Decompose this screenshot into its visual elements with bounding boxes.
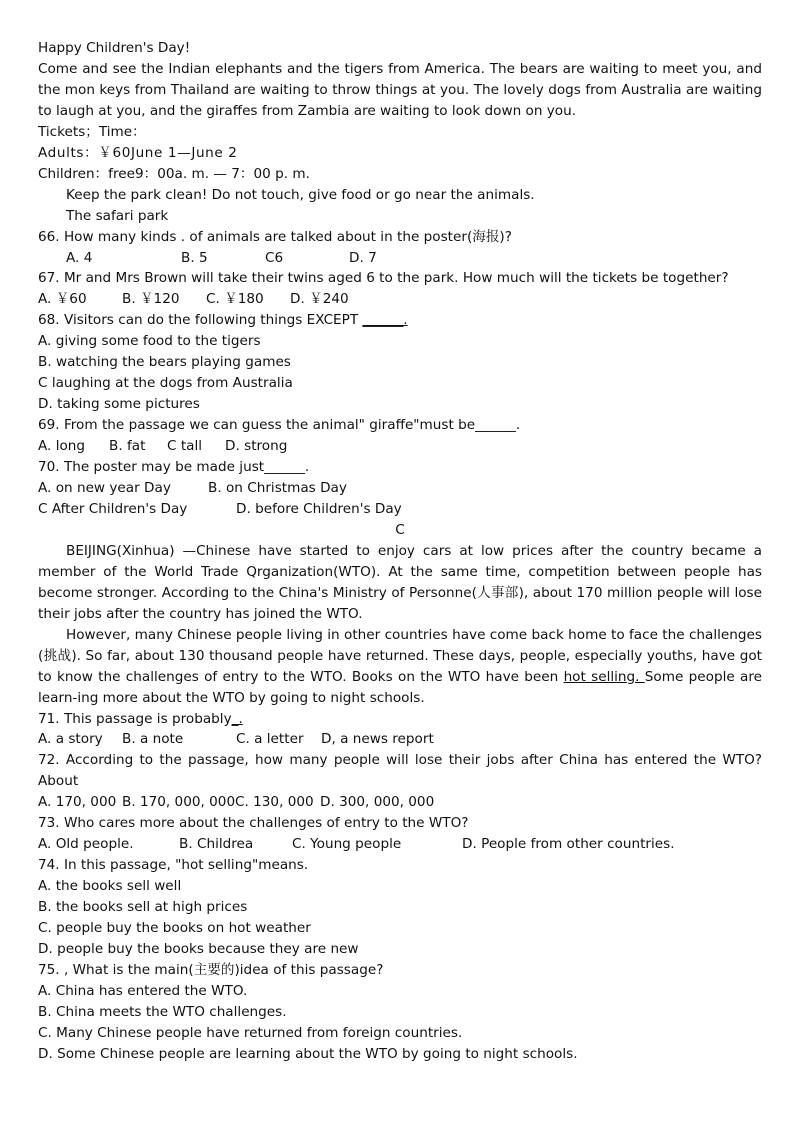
stem-text: 68. Visitors can do the following things EXCEPT [38, 312, 363, 329]
option: C6 [265, 249, 284, 266]
exam-document [38, 38, 762, 1065]
passage-paragraph-2 [38, 625, 762, 709]
option: A. ￥60 [38, 291, 87, 308]
question-69-options [38, 436, 762, 457]
option: B. fat [109, 438, 146, 455]
poster-signature: The safari park [66, 207, 169, 224]
question-74-stem: 74. In this passage, "hot selling"means. [38, 857, 309, 874]
option: C After Children's Day [38, 500, 188, 517]
option: C. a letter [236, 731, 304, 748]
question-73-stem: 73. Who cares more about the challenges of entry to the WTO? [38, 815, 469, 832]
question-72-options [38, 792, 762, 813]
option: B. 5 [181, 249, 208, 266]
option: B. ￥120 [122, 291, 180, 308]
option: B. Childrea [179, 836, 254, 853]
option: A. 4 [66, 249, 93, 266]
question-68-choice: A. giving some food to the tigers [38, 333, 261, 350]
option: D. before Children's Day [236, 500, 402, 517]
question-73-options [38, 834, 762, 855]
question-68-choice: D. taking some pictures [38, 396, 200, 413]
hot-selling-phrase: hot selling. [563, 668, 645, 685]
option: D. People from other countries. [462, 836, 675, 853]
question-66-options [38, 248, 762, 269]
paragraph-text: Some people are learn-ing more about the WTO by going to night schools. [38, 668, 762, 706]
option: A. long [38, 438, 86, 455]
option: D. ￥240 [290, 291, 349, 308]
option: A. Old people. [38, 836, 134, 853]
question-71-options [38, 729, 762, 750]
option: B. 170, 000, 000 [122, 794, 236, 811]
question-68-choice: B. watching the bears playing games [38, 354, 291, 371]
option: C. Young people [292, 836, 402, 853]
section-c-label: C [395, 521, 405, 538]
option: A. a story [38, 731, 103, 748]
question-68-stem [38, 310, 762, 331]
question-74-choice: B. the books sell at high prices [38, 899, 248, 916]
answer-blank: _. [231, 710, 243, 727]
question-74-choice: C. people buy the books on hot weather [38, 920, 311, 937]
option: D, a news report [321, 731, 434, 748]
option: C. 130, 000 [235, 794, 314, 811]
option: A. 170, 000 [38, 794, 117, 811]
question-67-options [38, 289, 762, 310]
question-75-choice: D. Some Chinese people are learning about the WTO by going to night schools. [38, 1045, 578, 1062]
paragraph-text: However, many Chinese people living in other countries have come back home to face the challenges (挑战). So far, about 130 thousand people have returned. These days, people, especially youths, have got to know the challenges of entry to the WTO. Books on the WTO have been [38, 626, 762, 685]
question-75-choice: C. Many Chinese people have returned from foreign countries. [38, 1024, 463, 1041]
stem-text: 71. This passage is probably [38, 710, 232, 727]
question-66-stem: 66. How many kinds . of animals are talked about in the poster(海报)? [38, 228, 512, 245]
question-74-choice: D. people buy the books because they are new [38, 940, 359, 957]
option: B. on Christmas Day [208, 480, 347, 497]
question-71-stem [38, 709, 762, 730]
poster-tickets-time: Tickets；Time： [38, 123, 146, 140]
poster-title: Happy Children's Day! [38, 40, 191, 56]
poster-rule: Keep the park clean! Do not touch, give food or go near the animals. [66, 186, 535, 203]
question-75-choice: A. China has entered the WTO. [38, 982, 248, 999]
question-75-stem: 75. , What is the main(主要的)idea of this passage? [38, 961, 384, 978]
question-69-stem: 69. From the passage we can guess the animal" giraffe"must be______. [38, 417, 521, 434]
question-68-choice: C laughing at the dogs from Australia [38, 375, 293, 392]
question-70-stem: 70. The poster may be made just______. [38, 459, 310, 476]
passage-paragraph-1: BEIJING(Xinhua) —Chinese have started to enjoy cars at low prices after the country became a member of the World Trade Qrganization(WTO). At the same time, competition between people has become stronger. According to the China's Ministry of Personne(人事部), about 170 million people will lose their jobs after the country has joined the WTO. [38, 542, 762, 622]
question-70-options [38, 499, 762, 520]
option: C. ￥180 [206, 291, 264, 308]
poster-body: Come and see the Indian elephants and the tigers from America. The bears are waiting to meet you, and the mon keys from Thailand are waiting to throw things at you. The lovely dogs from Australia are waiting to laugh at you, and the giraffes from Zambia are waiting to look down on you. [38, 60, 762, 119]
question-70-options [38, 478, 762, 499]
question-67-stem: 67. Mr and Mrs Brown will take their twins aged 6 to the park. How much will the tickets be together? [38, 270, 729, 287]
option: C tall [167, 438, 203, 455]
question-72-stem: 72. According to the passage, how many people will lose their jobs after China has entered the WTO? About [38, 752, 762, 790]
poster-children: Children：free9：00a. m. — 7：00 p. m. [38, 165, 310, 182]
option: B. a note [122, 731, 184, 748]
option: D. 7 [349, 249, 377, 266]
question-75-choice: B. China meets the WTO challenges. [38, 1003, 287, 1020]
answer-blank: ______. [362, 312, 408, 329]
question-74-choice: A. the books sell well [38, 878, 182, 895]
option: D. strong [225, 438, 288, 455]
option: A. on new year Day [38, 480, 171, 497]
poster-adults: Adults：￥60June 1—June 2 [38, 144, 238, 161]
option: D. 300, 000, 000 [320, 794, 435, 811]
